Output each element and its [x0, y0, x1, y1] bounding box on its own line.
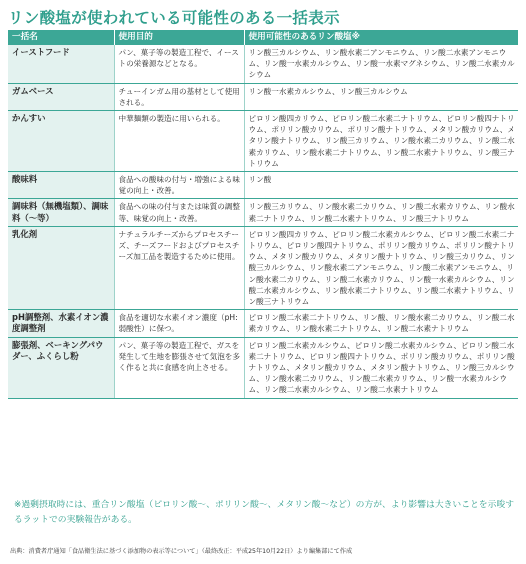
footnote: ※過剰摂取時には、重合リン酸塩（ピロリン酸〜、ポリリン酸〜、メタリン酸〜など）の方が、より影響は大きいことを示唆するラットでの実験報告がある。: [14, 500, 514, 525]
row-salts: リン酸三カルシウム、リン酸水素二アンモニウム、リン酸二水素アンモニウム、リン酸一水素カルシウム、リン酸一水素マグネシウム、リン酸二水素カルシウム: [244, 45, 518, 83]
row-name: 乳化剤: [8, 226, 114, 309]
row-purpose: ナチュラルチーズからプロセスチーズ、チーズフードおよびプロセスチーズ加工品を製造するために使用。: [114, 226, 244, 309]
table-row: [8, 337, 518, 398]
row-purpose: 中華麺類の製造に用いられる。: [114, 111, 244, 172]
row-name: 膨張剤、ベーキングパウダー、ふくらし粉: [8, 337, 114, 398]
column-header-purpose: 使用目的: [114, 30, 244, 45]
row-name: ガムベース: [8, 83, 114, 110]
phosphate-table: [8, 30, 518, 399]
column-header-name: 一括名: [8, 30, 114, 45]
row-name: pH調整剤、水素イオン濃度調整剤: [8, 310, 114, 337]
table-row: [8, 226, 518, 309]
row-name: かんすい: [8, 111, 114, 172]
row-name: イーストフード: [8, 45, 114, 83]
row-purpose: パン、菓子等の製造工程で、イーストの栄養源などとなる。: [114, 45, 244, 83]
table-row: [8, 111, 518, 172]
row-purpose: チューインガム用の基材として使用される。: [114, 83, 244, 110]
table-row: [8, 83, 518, 110]
table-row: [8, 199, 518, 226]
row-salts: リン酸一水素カルシウム、リン酸三カルシウム: [244, 83, 518, 110]
table-row: [8, 310, 518, 337]
row-salts: ピロリン酸二水素二ナトリウム、リン酸、リン酸水素二カリウム、リン酸二水素カリウム、リン酸水素二ナトリウム、リン酸二水素ナトリウム: [244, 310, 518, 337]
row-purpose: 食品への味の付与または味質の調整等、味覚の向上・改善。: [114, 199, 244, 226]
table-header-row: [8, 30, 518, 45]
source-citation: 出典：消費者庁通知「食品衛生法に基づく添加物の表示等について」（最終改正：平成25年10月22日）より編集部にて作成: [10, 548, 353, 555]
row-salts: リン酸: [244, 172, 518, 199]
row-salts: ピロリン酸四カリウム、ピロリン酸二水素二ナトリウム、ピロリン酸四ナトリウム、ポリリン酸カリウム、ポリリン酸ナトリウム、メタリン酸カリウム、メタリン酸ナトリウム、リン酸三カリウム、リン酸水素二カリウム、リン酸二水素カリウム、リン酸水素二ナトリウム、リン酸二水素ナトリウム、リン酸三ナトリウム: [244, 111, 518, 172]
row-purpose: 食品への酸味の付与・増強による味覚の向上・改善。: [114, 172, 244, 199]
row-salts: ピロリン酸二水素カルシウム、ピロリン酸二水素カルシウム、ピロリン酸二水素二ナトリウム、ピロリン酸四ナトリウム、ポリリン酸カリウム、ポリリン酸ナトリウム、メタリン酸カリウム、メタリン酸ナトリウム、リン酸三カルシウム、リン酸水素二カリウム、リン酸二水素カリウム、リン酸一水素カルシウム、リン酸二水素カルシウム、リン酸二水素ナトリウム: [244, 337, 518, 398]
row-salts: ピロリン酸四カリウム、ピロリン酸二水素カルシウム、ピロリン酸二水素二ナトリウム、ピロリン酸四ナトリウム、ポリリン酸カリウム、ポリリン酸ナトリウム、メタリン酸カリウム、メタリン酸ナトリウム、リン酸三カリウム、リン酸三カルシウム、リン酸水素二アンモニウム、リン酸二水素アンモニウム、リン酸水素二カリウム、リン酸二水素カリウム、リン酸一水素カルシウム、リン酸二水素カルシウム、リン酸水素二ナトリウム、リン酸二水素ナトリウム、リン酸三ナトリウム: [244, 226, 518, 309]
row-name: 調味料（無機塩類）、調味料（〜等）: [8, 199, 114, 226]
row-purpose: 食品を適切な水素イオン濃度（pH:弱酸性）に保つ。: [114, 310, 244, 337]
row-purpose: パン、菓子等の製造工程で、ガスを発生して生地を膨張させて気泡を多く作ると共に食感を向上させる。: [114, 337, 244, 398]
table-row: [8, 172, 518, 199]
page-title: リン酸塩が使われている可能性のある一括表示: [8, 9, 340, 27]
row-salts: リン酸三カリウム、リン酸水素二カリウム、リン酸二水素カリウム、リン酸水素二ナトリウム、リン酸二水素ナトリウム、リン酸三ナトリウム: [244, 199, 518, 226]
table-row: [8, 45, 518, 83]
column-header-salts: 使用可能性のあるリン酸塩※: [244, 30, 518, 45]
row-name: 酸味料: [8, 172, 114, 199]
